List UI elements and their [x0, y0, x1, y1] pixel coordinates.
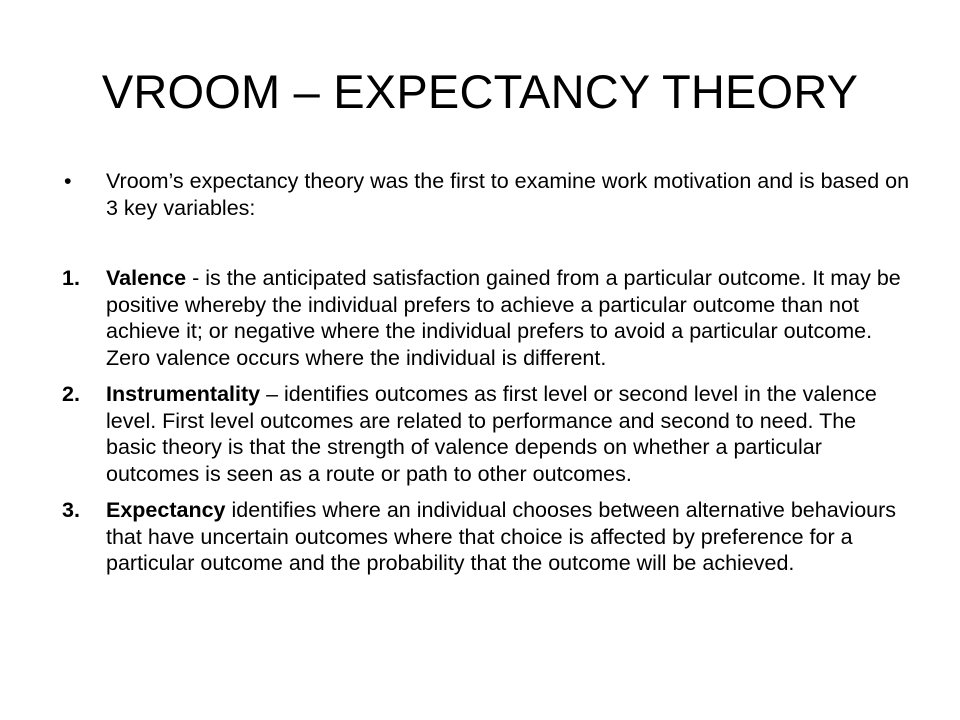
definition-valence: - is the anticipated satisfaction gained from a particular outcome. It may be positive whereby the individual prefers to achieve a particular outcome than not achieve it; or negative where the individual prefers to avoid a particular outcome. Zero valence occurs where the individual is different. [106, 266, 901, 370]
list-number: 2. [62, 382, 80, 406]
list-item-text [106, 265, 912, 371]
bullet-icon: • [64, 169, 72, 193]
term-instrumentality: Instrumentality [106, 382, 261, 406]
list-number: 3. [62, 498, 80, 522]
list-item-valence [62, 265, 912, 371]
list-item-expectancy [62, 497, 912, 577]
term-expectancy: Expectancy [106, 498, 226, 522]
term-valence: Valence [106, 266, 187, 290]
list-item-text [106, 381, 912, 487]
intro-text: Vroom’s expectancy theory was the first to examine work motivation and is based on 3 key variables: [106, 169, 910, 220]
definition-expectancy: identifies where an individual chooses between alternative behaviours that have uncertain outcomes where that choice is affected by preference for a particular outcome and the probability that the outcome will be achieved. [106, 498, 897, 575]
definition-instrumentality: – identifies outcomes as first level or second level in the valence level. First level outcomes are related to performance and second to need. The basic theory is that the strength of valence depends on whether a particular outcomes is seen as a route or path to other outcomes. [106, 382, 877, 486]
list-item-text [106, 497, 912, 577]
intro-bullet [62, 168, 912, 221]
slide-title: VROOM – EXPECTANCY THEORY [101, 65, 859, 118]
spacer [62, 221, 912, 265]
list-number: 1. [62, 266, 80, 290]
list-item-instrumentality [62, 381, 912, 487]
slide-body [62, 168, 912, 587]
